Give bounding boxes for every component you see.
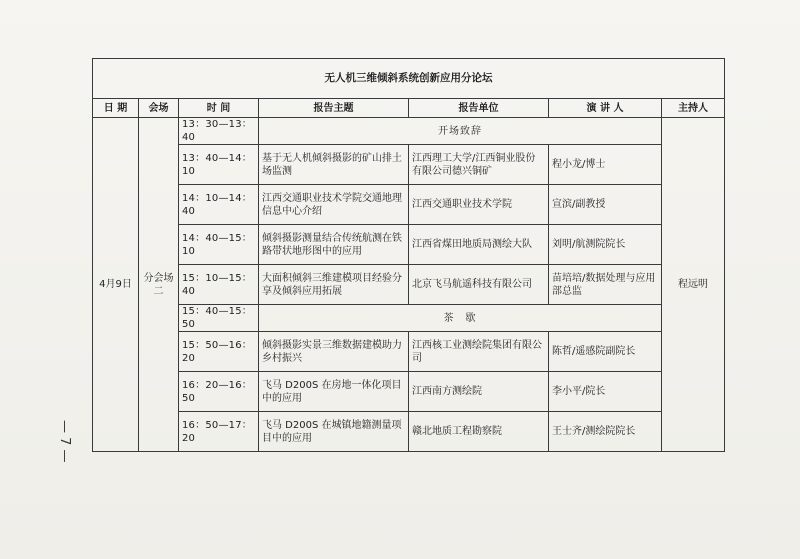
- table-row: [93, 225, 725, 265]
- time-cell: 13：40—14：10: [179, 145, 259, 185]
- unit-cell: 江西核工业测绘院集团有限公司: [409, 332, 549, 372]
- header-date: 日 期: [93, 99, 139, 118]
- table-row: [93, 118, 725, 145]
- date-cell: 4月9日: [93, 118, 139, 452]
- topic-cell: 倾斜摄影测量结合传统航测在铁路带状地形图中的应用: [259, 225, 409, 265]
- table-row: [93, 265, 725, 305]
- speaker-cell: 苗培培/数据处理与应用部总监: [549, 265, 662, 305]
- topic-cell: 基于无人机倾斜摄影的矿山排土场监测: [259, 145, 409, 185]
- header-time: 时 间: [179, 99, 259, 118]
- table-title-row: [93, 59, 725, 99]
- speaker-cell: 陈哲/遥感院副院长: [549, 332, 662, 372]
- speaker-cell: 宣滨/副教授: [549, 185, 662, 225]
- unit-cell: 江西省煤田地质局测绘大队: [409, 225, 549, 265]
- table-row: [93, 332, 725, 372]
- venue-cell: 分会场二: [139, 118, 179, 452]
- unit-cell: 赣北地质工程勘察院: [409, 412, 549, 452]
- topic-cell: 江西交通职业技术学院交通地理信息中心介绍: [259, 185, 409, 225]
- unit-cell: 江西理工大学/江西铜业股份有限公司德兴铜矿: [409, 145, 549, 185]
- header-speaker: 演 讲 人: [549, 99, 662, 118]
- table-row: [93, 145, 725, 185]
- forum-title: 无人机三维倾斜系统创新应用分论坛: [93, 59, 725, 99]
- unit-cell: 北京飞马航遥科技有限公司: [409, 265, 549, 305]
- host-cell: 程远明: [662, 118, 725, 452]
- table-header-row: [93, 99, 725, 118]
- unit-cell: 江西南方测绘院: [409, 372, 549, 412]
- table-row: [93, 372, 725, 412]
- unit-cell: 江西交通职业技术学院: [409, 185, 549, 225]
- header-host: 主持人: [662, 99, 725, 118]
- schedule-table: [92, 58, 725, 452]
- table-row: [93, 305, 725, 332]
- time-cell: 16：20—16：50: [179, 372, 259, 412]
- topic-cell: 倾斜摄影实景三维数据建模助力乡村振兴: [259, 332, 409, 372]
- table-row: [93, 412, 725, 452]
- speaker-cell: 刘明/航测院院长: [549, 225, 662, 265]
- speaker-cell: 程小龙/博士: [549, 145, 662, 185]
- topic-cell: 飞马 D200S 在城镇地籍测量项目中的应用: [259, 412, 409, 452]
- time-cell: 13：30—13：40: [179, 118, 259, 145]
- speaker-cell: 李小平/院长: [549, 372, 662, 412]
- topic-cell: 飞马 D200S 在房地一体化项目中的应用: [259, 372, 409, 412]
- topic-cell: 大面积倾斜三维建模项目经验分享及倾斜应用拓展: [259, 265, 409, 305]
- time-cell: 14：40—15：10: [179, 225, 259, 265]
- tea-break: 茶 歇: [259, 305, 662, 332]
- time-cell: 15：50—16：20: [179, 332, 259, 372]
- header-unit: 报告单位: [409, 99, 549, 118]
- page-number: — 7 —: [57, 420, 72, 463]
- time-cell: 16：50—17：20: [179, 412, 259, 452]
- header-topic: 报告主题: [259, 99, 409, 118]
- time-cell: 15：10—15：40: [179, 265, 259, 305]
- header-venue: 会场: [139, 99, 179, 118]
- opening-remarks: 开场致辞: [259, 118, 662, 145]
- time-cell: 15：40—15：50: [179, 305, 259, 332]
- speaker-cell: 王士齐/测绘院院长: [549, 412, 662, 452]
- time-cell: 14：10—14：40: [179, 185, 259, 225]
- table-row: [93, 185, 725, 225]
